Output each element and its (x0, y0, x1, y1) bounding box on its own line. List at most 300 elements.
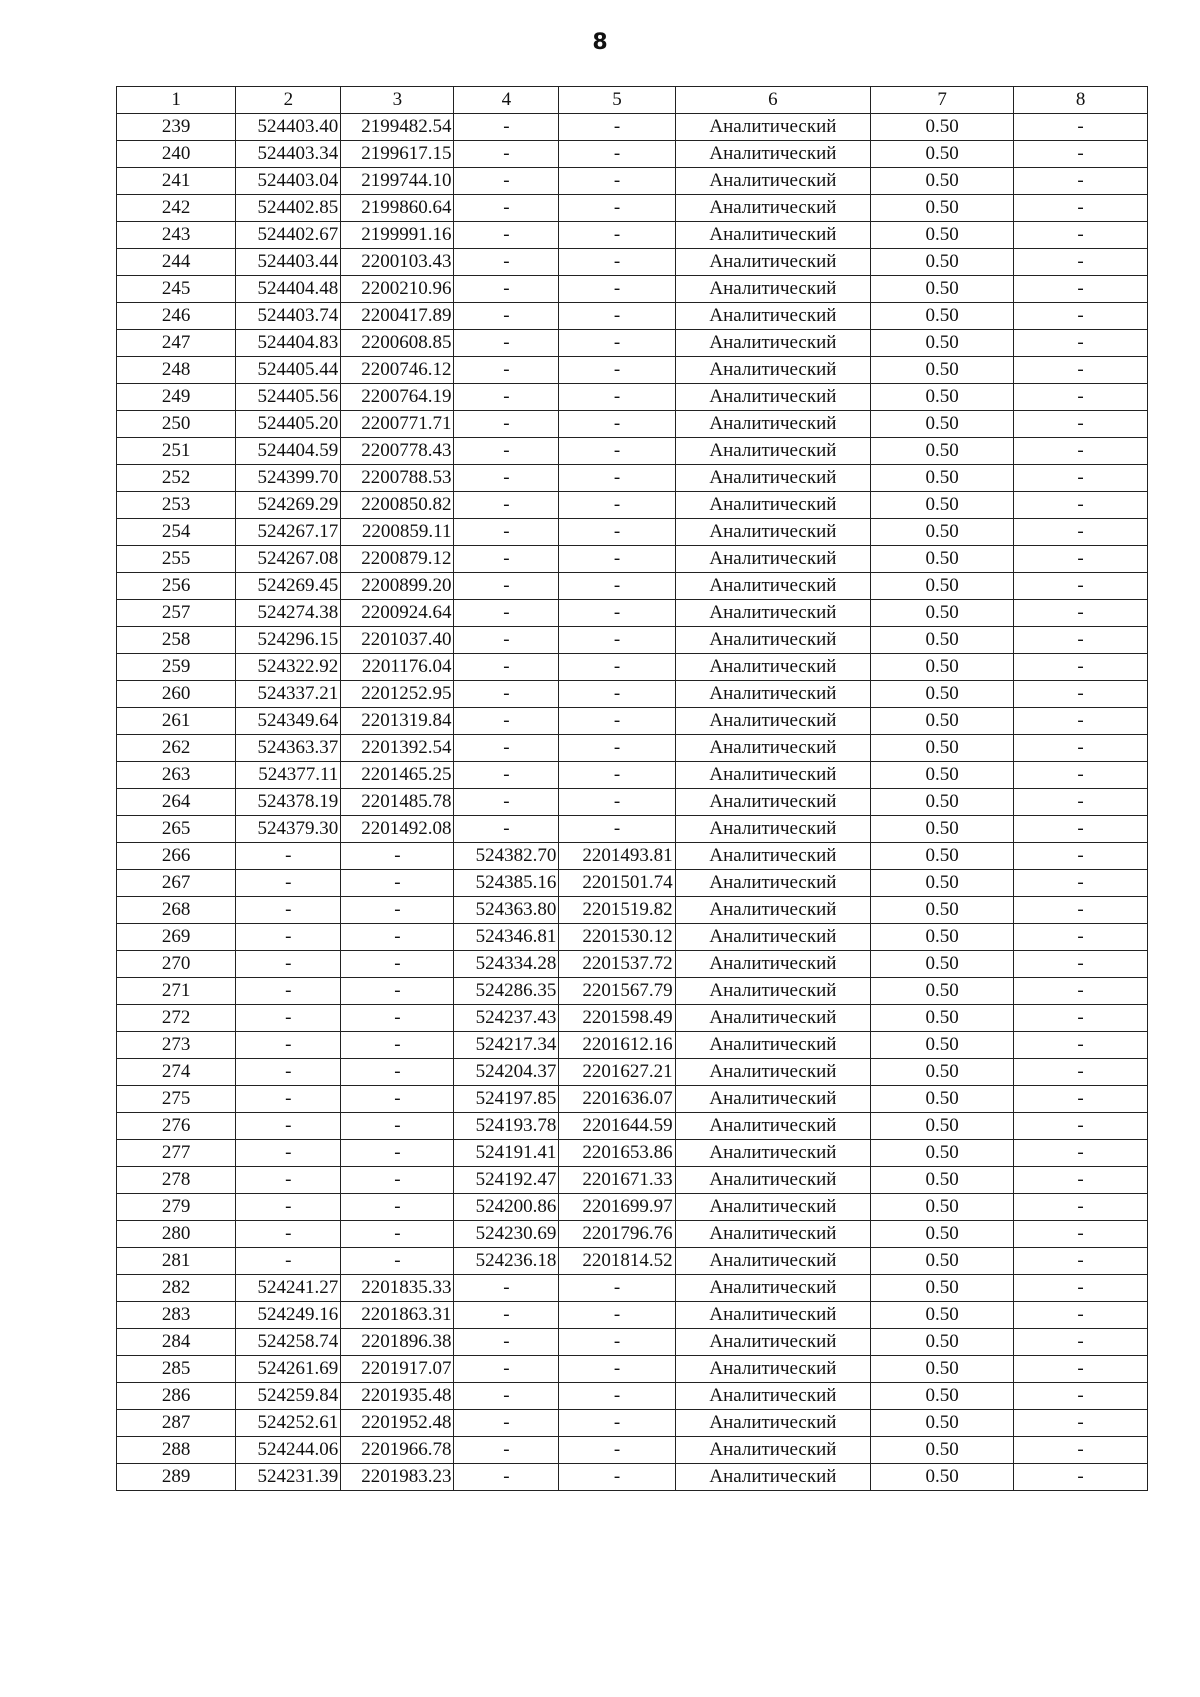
cell-new-y-coordinate: - (559, 546, 675, 573)
cell-method: Аналитический (675, 546, 870, 573)
cell-y-coordinate: - (341, 1140, 454, 1167)
table-row (117, 141, 1148, 168)
cell-note: - (1014, 1140, 1148, 1167)
cell-x-coordinate: 524337.21 (236, 681, 341, 708)
cell-new-x-coordinate: - (454, 573, 559, 600)
cell-y-coordinate: - (341, 1005, 454, 1032)
table-row (117, 1464, 1148, 1491)
cell-new-x-coordinate: - (454, 303, 559, 330)
cell-x-coordinate: 524402.85 (236, 195, 341, 222)
cell-point-number: 249 (117, 384, 236, 411)
cell-x-coordinate: 524404.83 (236, 330, 341, 357)
cell-accuracy: 0.50 (871, 1302, 1014, 1329)
coordinates-table (116, 86, 1148, 1491)
cell-point-number: 243 (117, 222, 236, 249)
cell-note: - (1014, 816, 1148, 843)
cell-method: Аналитический (675, 1221, 870, 1248)
cell-x-coordinate: 524259.84 (236, 1383, 341, 1410)
cell-point-number: 245 (117, 276, 236, 303)
cell-y-coordinate: 2200778.43 (341, 438, 454, 465)
header-col-4: 4 (454, 87, 559, 114)
cell-new-y-coordinate: 2201653.86 (559, 1140, 675, 1167)
cell-x-coordinate: 524403.40 (236, 114, 341, 141)
cell-y-coordinate: - (341, 951, 454, 978)
cell-new-y-coordinate: - (559, 573, 675, 600)
cell-new-y-coordinate: - (559, 789, 675, 816)
cell-new-y-coordinate: - (559, 1383, 675, 1410)
cell-point-number: 279 (117, 1194, 236, 1221)
cell-new-y-coordinate: - (559, 330, 675, 357)
cell-method: Аналитический (675, 195, 870, 222)
cell-method: Аналитический (675, 276, 870, 303)
table-row (117, 1437, 1148, 1464)
cell-y-coordinate: 2200608.85 (341, 330, 454, 357)
cell-y-coordinate: 2200417.89 (341, 303, 454, 330)
cell-new-y-coordinate: - (559, 114, 675, 141)
cell-method: Аналитический (675, 978, 870, 1005)
table-row (117, 330, 1148, 357)
cell-new-x-coordinate: - (454, 330, 559, 357)
cell-x-coordinate: - (236, 843, 341, 870)
cell-new-x-coordinate: - (454, 438, 559, 465)
cell-new-x-coordinate: - (454, 222, 559, 249)
cell-accuracy: 0.50 (871, 762, 1014, 789)
cell-new-x-coordinate: - (454, 1383, 559, 1410)
cell-new-y-coordinate: - (559, 141, 675, 168)
table-row (117, 1086, 1148, 1113)
cell-y-coordinate: 2201835.33 (341, 1275, 454, 1302)
cell-point-number: 253 (117, 492, 236, 519)
table-row (117, 1140, 1148, 1167)
cell-accuracy: 0.50 (871, 1140, 1014, 1167)
cell-new-y-coordinate: - (559, 1275, 675, 1302)
cell-accuracy: 0.50 (871, 1464, 1014, 1491)
cell-method: Аналитический (675, 735, 870, 762)
cell-point-number: 288 (117, 1437, 236, 1464)
cell-y-coordinate: 2200764.19 (341, 384, 454, 411)
cell-x-coordinate: - (236, 1005, 341, 1032)
cell-method: Аналитический (675, 303, 870, 330)
table-row (117, 708, 1148, 735)
cell-method: Аналитический (675, 465, 870, 492)
table-row (117, 600, 1148, 627)
table-row (117, 1194, 1148, 1221)
table-row (117, 1005, 1148, 1032)
cell-point-number: 257 (117, 600, 236, 627)
cell-y-coordinate: 2199744.10 (341, 168, 454, 195)
cell-new-y-coordinate: 2201671.33 (559, 1167, 675, 1194)
cell-new-y-coordinate: - (559, 195, 675, 222)
cell-new-x-coordinate: 524200.86 (454, 1194, 559, 1221)
cell-y-coordinate: 2200859.11 (341, 519, 454, 546)
cell-accuracy: 0.50 (871, 411, 1014, 438)
table-body (117, 114, 1148, 1491)
cell-note: - (1014, 303, 1148, 330)
cell-x-coordinate: - (236, 1248, 341, 1275)
cell-new-x-coordinate: - (454, 681, 559, 708)
cell-point-number: 260 (117, 681, 236, 708)
cell-new-x-coordinate: - (454, 1329, 559, 1356)
cell-point-number: 289 (117, 1464, 236, 1491)
cell-new-x-coordinate: 524363.80 (454, 897, 559, 924)
cell-new-y-coordinate: - (559, 1410, 675, 1437)
cell-accuracy: 0.50 (871, 330, 1014, 357)
cell-note: - (1014, 573, 1148, 600)
cell-new-y-coordinate: 2201636.07 (559, 1086, 675, 1113)
header-col-2: 2 (236, 87, 341, 114)
cell-accuracy: 0.50 (871, 1275, 1014, 1302)
cell-new-y-coordinate: - (559, 438, 675, 465)
cell-x-coordinate: - (236, 1167, 341, 1194)
cell-x-coordinate: 524267.08 (236, 546, 341, 573)
cell-y-coordinate: - (341, 897, 454, 924)
cell-x-coordinate: - (236, 1086, 341, 1113)
cell-new-x-coordinate: - (454, 762, 559, 789)
table-row (117, 573, 1148, 600)
cell-note: - (1014, 1329, 1148, 1356)
cell-note: - (1014, 357, 1148, 384)
cell-method: Аналитический (675, 1437, 870, 1464)
cell-point-number: 246 (117, 303, 236, 330)
cell-point-number: 277 (117, 1140, 236, 1167)
cell-accuracy: 0.50 (871, 384, 1014, 411)
table-row (117, 546, 1148, 573)
cell-point-number: 239 (117, 114, 236, 141)
cell-accuracy: 0.50 (871, 492, 1014, 519)
cell-new-y-coordinate: - (559, 681, 675, 708)
cell-method: Аналитический (675, 1086, 870, 1113)
cell-accuracy: 0.50 (871, 924, 1014, 951)
cell-note: - (1014, 465, 1148, 492)
cell-method: Аналитический (675, 600, 870, 627)
cell-note: - (1014, 1302, 1148, 1329)
cell-note: - (1014, 519, 1148, 546)
cell-method: Аналитический (675, 1329, 870, 1356)
cell-method: Аналитический (675, 357, 870, 384)
cell-note: - (1014, 411, 1148, 438)
cell-x-coordinate: - (236, 1059, 341, 1086)
cell-note: - (1014, 114, 1148, 141)
cell-note: - (1014, 1221, 1148, 1248)
cell-accuracy: 0.50 (871, 816, 1014, 843)
cell-accuracy: 0.50 (871, 546, 1014, 573)
cell-accuracy: 0.50 (871, 357, 1014, 384)
cell-point-number: 250 (117, 411, 236, 438)
cell-method: Аналитический (675, 1059, 870, 1086)
table-row (117, 411, 1148, 438)
cell-method: Аналитический (675, 573, 870, 600)
cell-accuracy: 0.50 (871, 1356, 1014, 1383)
cell-method: Аналитический (675, 816, 870, 843)
cell-note: - (1014, 708, 1148, 735)
cell-new-y-coordinate: 2201598.49 (559, 1005, 675, 1032)
cell-x-coordinate: 524296.15 (236, 627, 341, 654)
cell-note: - (1014, 1383, 1148, 1410)
cell-new-y-coordinate: 2201567.79 (559, 978, 675, 1005)
table-row (117, 195, 1148, 222)
cell-point-number: 266 (117, 843, 236, 870)
cell-note: - (1014, 1356, 1148, 1383)
cell-x-coordinate: 524405.44 (236, 357, 341, 384)
cell-accuracy: 0.50 (871, 681, 1014, 708)
table-row (117, 1275, 1148, 1302)
cell-note: - (1014, 1194, 1148, 1221)
cell-new-x-coordinate: 524193.78 (454, 1113, 559, 1140)
cell-point-number: 273 (117, 1032, 236, 1059)
cell-method: Аналитический (675, 222, 870, 249)
cell-new-x-coordinate: - (454, 1275, 559, 1302)
cell-method: Аналитический (675, 1302, 870, 1329)
cell-point-number: 282 (117, 1275, 236, 1302)
cell-x-coordinate: 524378.19 (236, 789, 341, 816)
header-col-1: 1 (117, 87, 236, 114)
cell-note: - (1014, 141, 1148, 168)
table-row (117, 492, 1148, 519)
cell-accuracy: 0.50 (871, 1032, 1014, 1059)
cell-note: - (1014, 1086, 1148, 1113)
cell-x-coordinate: - (236, 1194, 341, 1221)
cell-new-x-coordinate: - (454, 276, 559, 303)
cell-accuracy: 0.50 (871, 141, 1014, 168)
cell-x-coordinate: 524405.20 (236, 411, 341, 438)
cell-point-number: 267 (117, 870, 236, 897)
cell-new-x-coordinate: 524236.18 (454, 1248, 559, 1275)
cell-note: - (1014, 1248, 1148, 1275)
cell-new-x-coordinate: - (454, 384, 559, 411)
cell-accuracy: 0.50 (871, 1113, 1014, 1140)
cell-x-coordinate: 524241.27 (236, 1275, 341, 1302)
cell-x-coordinate: - (236, 897, 341, 924)
cell-note: - (1014, 924, 1148, 951)
cell-point-number: 241 (117, 168, 236, 195)
cell-point-number: 254 (117, 519, 236, 546)
cell-accuracy: 0.50 (871, 951, 1014, 978)
cell-point-number: 244 (117, 249, 236, 276)
table-row (117, 789, 1148, 816)
cell-point-number: 247 (117, 330, 236, 357)
table-row (117, 735, 1148, 762)
cell-accuracy: 0.50 (871, 168, 1014, 195)
cell-accuracy: 0.50 (871, 438, 1014, 465)
cell-y-coordinate: - (341, 1167, 454, 1194)
cell-note: - (1014, 384, 1148, 411)
cell-new-x-coordinate: 524230.69 (454, 1221, 559, 1248)
cell-note: - (1014, 1275, 1148, 1302)
cell-new-x-coordinate: 524334.28 (454, 951, 559, 978)
cell-x-coordinate: 524322.92 (236, 654, 341, 681)
cell-new-x-coordinate: 524191.41 (454, 1140, 559, 1167)
cell-x-coordinate: 524269.29 (236, 492, 341, 519)
cell-y-coordinate: 2201485.78 (341, 789, 454, 816)
table-row (117, 897, 1148, 924)
cell-new-x-coordinate: - (454, 735, 559, 762)
cell-accuracy: 0.50 (871, 519, 1014, 546)
cell-accuracy: 0.50 (871, 870, 1014, 897)
cell-new-y-coordinate: - (559, 411, 675, 438)
cell-x-coordinate: 524404.48 (236, 276, 341, 303)
cell-accuracy: 0.50 (871, 573, 1014, 600)
cell-new-x-coordinate: - (454, 411, 559, 438)
cell-point-number: 256 (117, 573, 236, 600)
table-row (117, 114, 1148, 141)
cell-new-y-coordinate: 2201627.21 (559, 1059, 675, 1086)
cell-point-number: 251 (117, 438, 236, 465)
cell-new-x-coordinate: - (454, 654, 559, 681)
cell-y-coordinate: - (341, 1032, 454, 1059)
cell-note: - (1014, 1464, 1148, 1491)
cell-method: Аналитический (675, 924, 870, 951)
cell-new-x-coordinate: - (454, 519, 559, 546)
cell-accuracy: 0.50 (871, 222, 1014, 249)
cell-point-number: 287 (117, 1410, 236, 1437)
cell-method: Аналитический (675, 1167, 870, 1194)
cell-new-y-coordinate: - (559, 492, 675, 519)
cell-x-coordinate: 524404.59 (236, 438, 341, 465)
cell-x-coordinate: 524402.67 (236, 222, 341, 249)
cell-note: - (1014, 492, 1148, 519)
cell-method: Аналитический (675, 1410, 870, 1437)
cell-point-number: 269 (117, 924, 236, 951)
cell-point-number: 271 (117, 978, 236, 1005)
cell-accuracy: 0.50 (871, 1248, 1014, 1275)
cell-y-coordinate: 2201863.31 (341, 1302, 454, 1329)
table-row (117, 276, 1148, 303)
cell-method: Аналитический (675, 249, 870, 276)
cell-y-coordinate: 2201492.08 (341, 816, 454, 843)
cell-new-x-coordinate: - (454, 492, 559, 519)
cell-point-number: 285 (117, 1356, 236, 1383)
cell-new-y-coordinate: 2201612.16 (559, 1032, 675, 1059)
cell-method: Аналитический (675, 762, 870, 789)
cell-y-coordinate: - (341, 978, 454, 1005)
cell-new-y-coordinate: 2201519.82 (559, 897, 675, 924)
cell-note: - (1014, 681, 1148, 708)
table-row (117, 1248, 1148, 1275)
page-number: 8 (592, 30, 608, 55)
cell-x-coordinate: 524403.74 (236, 303, 341, 330)
table-row (117, 222, 1148, 249)
cell-y-coordinate: 2200879.12 (341, 546, 454, 573)
cell-accuracy: 0.50 (871, 789, 1014, 816)
cell-point-number: 252 (117, 465, 236, 492)
cell-new-x-coordinate: - (454, 465, 559, 492)
cell-method: Аналитический (675, 843, 870, 870)
cell-method: Аналитический (675, 708, 870, 735)
cell-new-x-coordinate: 524346.81 (454, 924, 559, 951)
cell-point-number: 270 (117, 951, 236, 978)
cell-x-coordinate: 524231.39 (236, 1464, 341, 1491)
cell-new-x-coordinate: - (454, 1356, 559, 1383)
cell-method: Аналитический (675, 681, 870, 708)
table-row (117, 681, 1148, 708)
cell-x-coordinate: 524399.70 (236, 465, 341, 492)
cell-y-coordinate: - (341, 843, 454, 870)
cell-accuracy: 0.50 (871, 276, 1014, 303)
header-col-8: 8 (1014, 87, 1148, 114)
cell-y-coordinate: 2199482.54 (341, 114, 454, 141)
cell-point-number: 264 (117, 789, 236, 816)
cell-point-number: 265 (117, 816, 236, 843)
cell-note: - (1014, 654, 1148, 681)
cell-accuracy: 0.50 (871, 1005, 1014, 1032)
cell-y-coordinate: 2201252.95 (341, 681, 454, 708)
cell-note: - (1014, 1167, 1148, 1194)
table-row (117, 1383, 1148, 1410)
cell-y-coordinate: - (341, 1221, 454, 1248)
cell-accuracy: 0.50 (871, 600, 1014, 627)
cell-new-y-coordinate: - (559, 1302, 675, 1329)
cell-new-y-coordinate: - (559, 303, 675, 330)
cell-accuracy: 0.50 (871, 1167, 1014, 1194)
cell-accuracy: 0.50 (871, 1221, 1014, 1248)
cell-point-number: 261 (117, 708, 236, 735)
cell-y-coordinate: 2200924.64 (341, 600, 454, 627)
cell-note: - (1014, 1113, 1148, 1140)
cell-new-x-coordinate: 524204.37 (454, 1059, 559, 1086)
cell-note: - (1014, 1410, 1148, 1437)
table-row (117, 168, 1148, 195)
cell-y-coordinate: 2201983.23 (341, 1464, 454, 1491)
table-row (117, 924, 1148, 951)
cell-method: Аналитический (675, 654, 870, 681)
cell-y-coordinate: 2199860.64 (341, 195, 454, 222)
cell-point-number: 275 (117, 1086, 236, 1113)
cell-new-y-coordinate: 2201814.52 (559, 1248, 675, 1275)
cell-x-coordinate: 524258.74 (236, 1329, 341, 1356)
cell-note: - (1014, 897, 1148, 924)
cell-note: - (1014, 168, 1148, 195)
cell-accuracy: 0.50 (871, 114, 1014, 141)
cell-new-y-coordinate: - (559, 816, 675, 843)
cell-method: Аналитический (675, 627, 870, 654)
cell-y-coordinate: 2201319.84 (341, 708, 454, 735)
cell-new-y-coordinate: 2201537.72 (559, 951, 675, 978)
cell-new-x-coordinate: 524197.85 (454, 1086, 559, 1113)
table-row (117, 1221, 1148, 1248)
cell-y-coordinate: 2200771.71 (341, 411, 454, 438)
cell-accuracy: 0.50 (871, 1383, 1014, 1410)
cell-accuracy: 0.50 (871, 1194, 1014, 1221)
cell-y-coordinate: - (341, 870, 454, 897)
cell-note: - (1014, 195, 1148, 222)
table-row (117, 465, 1148, 492)
cell-x-coordinate: 524274.38 (236, 600, 341, 627)
table-row (117, 1059, 1148, 1086)
cell-new-x-coordinate: - (454, 627, 559, 654)
cell-x-coordinate: - (236, 1221, 341, 1248)
cell-note: - (1014, 1059, 1148, 1086)
cell-method: Аналитический (675, 384, 870, 411)
table-row (117, 870, 1148, 897)
cell-x-coordinate: 524403.44 (236, 249, 341, 276)
cell-y-coordinate: 2201465.25 (341, 762, 454, 789)
cell-accuracy: 0.50 (871, 249, 1014, 276)
cell-y-coordinate: 2201392.54 (341, 735, 454, 762)
cell-new-x-coordinate: 524382.70 (454, 843, 559, 870)
cell-new-y-coordinate: - (559, 708, 675, 735)
table-row (117, 438, 1148, 465)
cell-x-coordinate: 524349.64 (236, 708, 341, 735)
table-row (117, 843, 1148, 870)
cell-new-x-coordinate: - (454, 816, 559, 843)
cell-accuracy: 0.50 (871, 1329, 1014, 1356)
table-row (117, 249, 1148, 276)
table-row (117, 978, 1148, 1005)
cell-y-coordinate: - (341, 1248, 454, 1275)
table-row (117, 1410, 1148, 1437)
cell-new-y-coordinate: 2201644.59 (559, 1113, 675, 1140)
cell-point-number: 258 (117, 627, 236, 654)
